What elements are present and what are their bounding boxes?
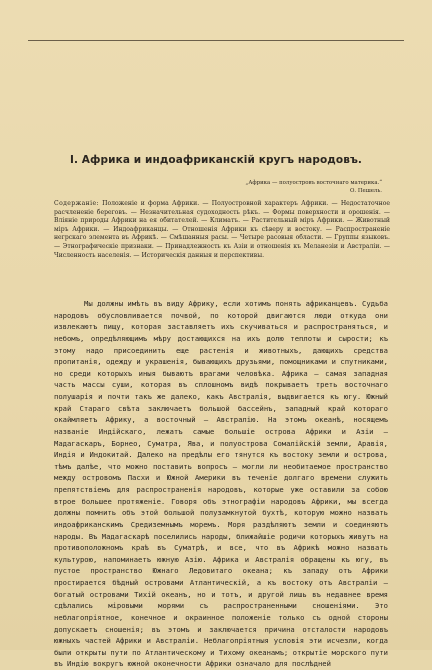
body-paragraph: Мы должны имѣть въ виду Африку, если хотимъ понять африканцевъ. Судьба народовъ обусловливается почвой, по которой двигаются люди откуда они извлекаютъ пищу, которая заставляетъ ихъ скучиваться и распространяться, и небомъ, опредѣляющимъ мѣру достающихся на ихъ долю теплоты и сырости; къ этому надо присоединить еще растенія и животныхъ, дающихъ средства пропитанія, одежду и украшенія, бывающихъ друзьями, помощниками и спутниками, но среди которыхъ иныя бываютъ врагами человѣка. Африка — самая западная часть массы суши, которая въ сплошномъ видѣ покрываетъ треть восточнаго полушарія и почти такъ же далеко, какъ Австралія, выдвигается къ югу. Южный край Стараго свѣта заключаетъ большой бассейнъ, западный край котораго окаймляетъ Африку, а восточный — Австралію. На этомъ океанѣ, носящемъ названіе Индійскаго, лежатъ самые большіе острова Африки и Азіи — Мадагаскаръ, Борнео, Суматра, Ява, и полуострова Сомалійскій земли, Аравія, Индія и Индокитай. Далеко на предѣлы его тянутся къ востоку земли и острова, тѣмъ далѣе, что можно поставить вопросъ — могли ли необитаемое пространство между островомъ Пасхи и Южной Америки въ теченіе долгаго времени служить препятствіемъ для распространенія народовъ, которые уже оставили за собою втрое большее протяженіе. Говоря объ этнографіи народовъ Африки, мы всегда должны помнить объ этой большой полузамкнутой бухтѣ, которую можно назвать индоафриканскимъ Средиземнымъ моремъ. Моря раздѣляютъ земли и соединяютъ народы. Въ Мадагаскарѣ поселились народы, ближайшіе родичи которыхъ живутъ на противоположномъ краѣ въ Суматрѣ, и все, что въ Африкѣ можно назвать культурою, напоминаетъ южную Азію. Африка и Австралія обращены къ югу, въ пустое пространство Южнаго Ледовитаго океана; къ западу отъ Африки простирается бѣдный островами Атлантическій, а къ востоку отъ Австраліи — богатый островами Тихій океанъ, но и тотъ, и другой лишь въ недавнее время сдѣлались міровыми морями съ распространенными сношеніями. Это неблагопріятное, конечное и окраинное положеніе только съ одной стороны допускаетъ сношенія; въ этомъ и заключается причина отсталости народовъ южныхъ частей Африки и Австраліи. Неблагопріятныя условія эти исчезли, когда были открыты пути по Атлантическому и Тихому океанамъ; открытіе морского пути въ Индію вокругъ южной оконечности Африки означало для послѣдней (54, 299, 388, 669)
chapter-title: I. Африка и индоафриканскій кругъ народовъ. (69, 154, 363, 166)
epigraph-quote: „Африка — полуостровъ восточнаго материка.“ (245, 180, 382, 186)
top-rule (28, 40, 404, 41)
summary-text: Положеніе и форма Африки. — Полуостровной характеръ Африки. — Недостаточное расчлененіе береговъ. — Незначительная судоходность рѣкъ. — Формы поверхности и орошенія. — Вліяніе природы Африки на ея обитателей. — Климатъ. — Растительный міръ Африки. — Животный міръ Африки. — Индоафриканцы. — Отношенія Африки къ сѣверу и востоку. — Распространеніе негрскаго элемента въ Африкѣ. — Смѣшанныя расы. — Четыре расовыя области. — Группы языковъ. — Этнографическіе признаки. — Принадлежность къ Азіи и отношенія къ Меланезіи и Австраліи. — Численность населенія. — Историческія данныя и перспективы. (54, 200, 390, 259)
epigraph (246, 179, 382, 195)
epigraph-author: О. Пешель. (349, 188, 382, 194)
chapter-summary (54, 200, 390, 260)
summary-label: Содержаніе: (54, 200, 99, 207)
